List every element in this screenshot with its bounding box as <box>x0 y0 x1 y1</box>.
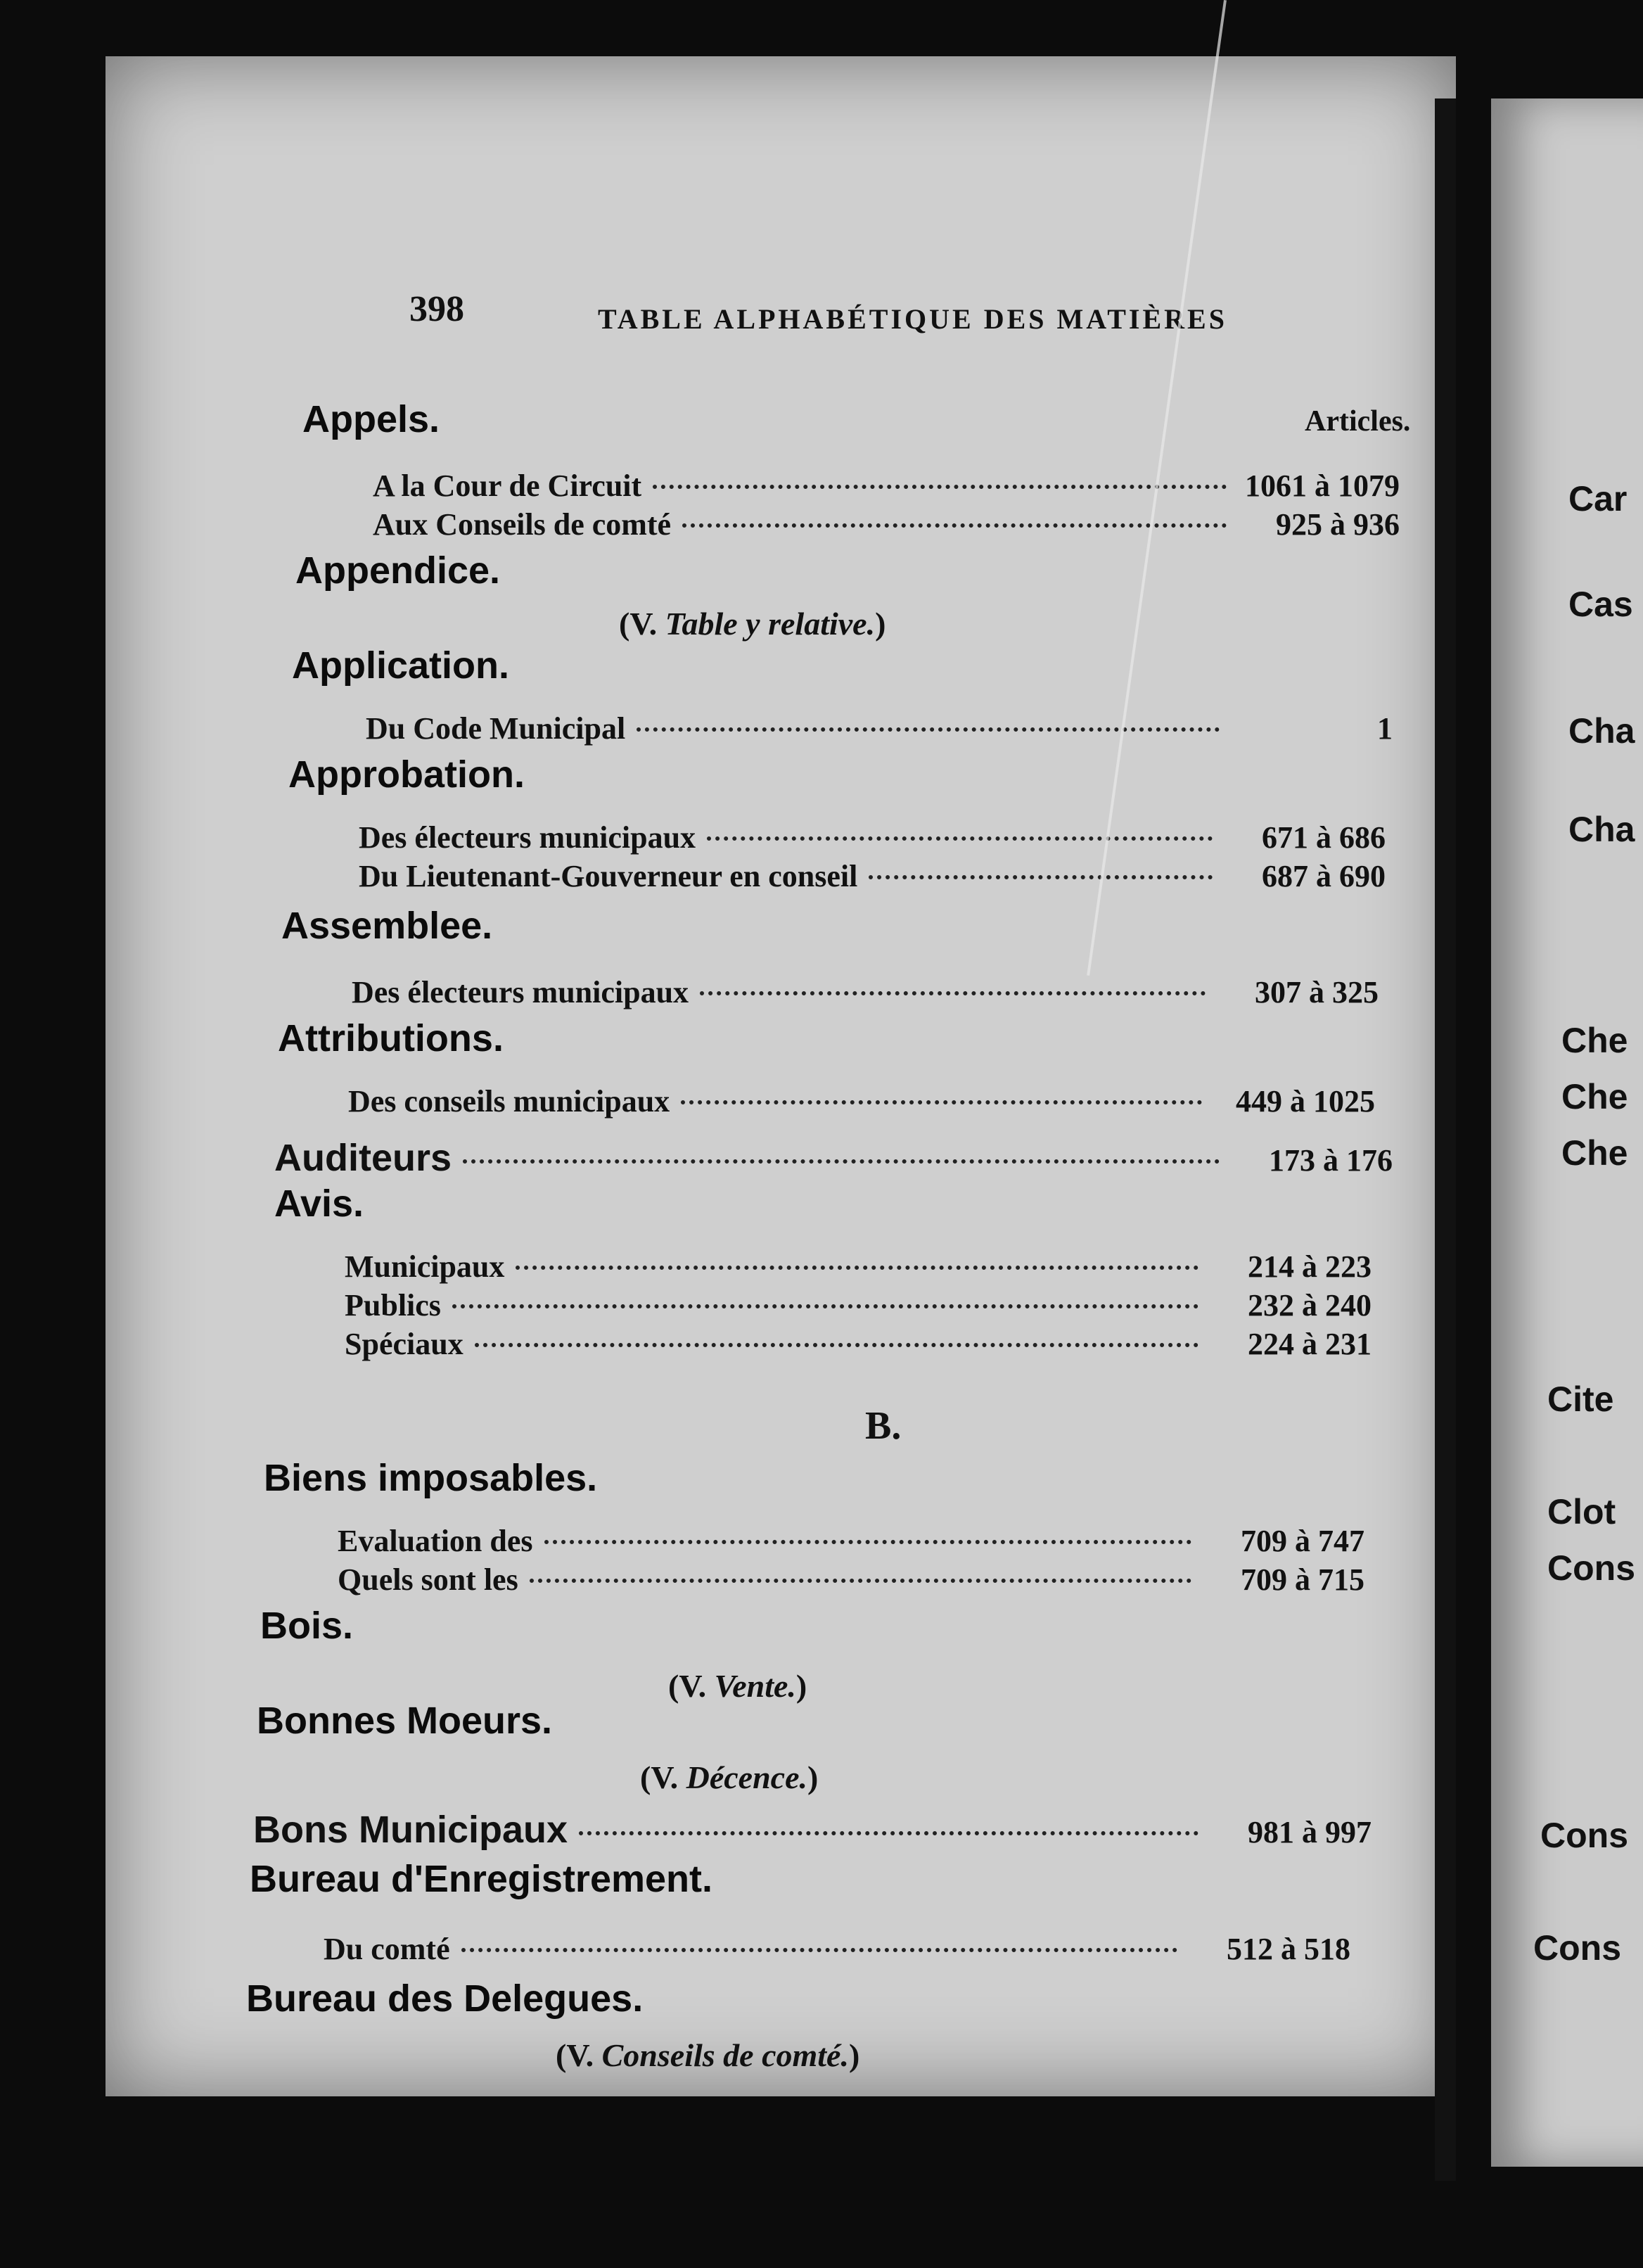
index-heading-auditeurs: Auditeurs <box>274 1137 452 1179</box>
see-prefix: (V. <box>640 1759 679 1795</box>
entry-label: Aux Conseils de comté <box>373 507 672 542</box>
see-suffix: ) <box>807 1759 819 1795</box>
see-target: Table y relative. <box>665 606 876 642</box>
leader-dots <box>653 485 1227 489</box>
see-prefix: (V. <box>556 2037 594 2073</box>
leader-dots <box>544 1540 1191 1544</box>
index-entry <box>345 1326 1372 1363</box>
entry-ref: 671 à 686 <box>1262 820 1386 855</box>
adjacent-heading: Cha <box>1568 810 1635 849</box>
adjacent-heading: Cons <box>1547 1548 1635 1588</box>
index-heading-bureau-delegues: Bureau des Delegues. <box>246 1977 644 2020</box>
index-heading-avis: Avis. <box>274 1183 364 1225</box>
index-entry-bons <box>253 1808 1372 1851</box>
index-entry <box>366 711 1393 747</box>
index-heading-bons: Bons Municipaux <box>253 1809 568 1851</box>
adjacent-heading: Che <box>1561 1021 1628 1060</box>
index-heading-bureau-enregistrement: Bureau d'Enregistrement. <box>250 1858 712 1900</box>
articles-column-label: Articles. <box>1305 405 1411 438</box>
see-target: Décence. <box>686 1759 807 1795</box>
entry-ref: 214 à 223 <box>1248 1249 1372 1284</box>
leader-dots <box>637 727 1220 732</box>
entry-ref: 232 à 240 <box>1248 1288 1372 1323</box>
entry-ref: 224 à 231 <box>1248 1327 1372 1361</box>
see-prefix: (V. <box>619 606 658 642</box>
adjacent-heading: Cite <box>1547 1380 1614 1419</box>
index-entry <box>338 1562 1364 1598</box>
section-letter: B. <box>865 1404 902 1448</box>
leader-dots <box>869 875 1213 879</box>
see-suffix: ) <box>795 1668 807 1704</box>
see-target: Vente. <box>714 1668 796 1704</box>
entry-ref: 925 à 936 <box>1276 507 1400 542</box>
index-entry <box>345 1287 1372 1324</box>
adjacent-heading: Cas <box>1568 585 1633 624</box>
adjacent-heading: Che <box>1561 1077 1628 1116</box>
leader-dots <box>452 1304 1198 1308</box>
page-title: TABLE ALPHABÉTIQUE DES MATIÈRES <box>598 303 1227 335</box>
index-heading-bois: Bois. <box>260 1605 354 1647</box>
book-page <box>106 56 1456 2096</box>
leader-dots <box>707 836 1213 841</box>
leader-dots <box>682 523 1227 528</box>
index-heading-application: Application. <box>292 644 509 687</box>
entry-ref: 1061 à 1079 <box>1245 469 1400 503</box>
index-entry <box>359 858 1386 895</box>
entry-label: Des conseils municipaux <box>348 1084 670 1119</box>
leader-dots <box>516 1266 1198 1270</box>
see-reference <box>668 1667 807 1705</box>
see-prefix: (V. <box>668 1668 707 1704</box>
entry-label: Du Code Municipal <box>366 711 626 746</box>
entry-ref: 687 à 690 <box>1262 859 1386 893</box>
see-suffix: ) <box>875 606 886 642</box>
entry-label: A la Cour de Circuit <box>373 469 642 503</box>
entry-label: Du comté <box>324 1932 450 1966</box>
index-heading-appels: Appels. <box>302 398 440 440</box>
index-heading-appendice: Appendice. <box>295 549 501 592</box>
entry-ref: 709 à 715 <box>1241 1562 1364 1597</box>
index-heading-assemblee: Assemblee. <box>281 905 493 947</box>
see-reference <box>619 605 886 642</box>
leader-dots <box>463 1159 1220 1164</box>
index-entry <box>359 820 1386 856</box>
entry-ref: 449 à 1025 <box>1236 1084 1375 1119</box>
entry-ref: 1 <box>1377 711 1393 746</box>
index-entry <box>373 507 1400 543</box>
index-entry <box>348 1083 1375 1120</box>
adjacent-heading: Che <box>1561 1133 1628 1173</box>
index-entry <box>373 468 1400 504</box>
leader-dots <box>461 1948 1177 1952</box>
leader-dots <box>700 991 1206 995</box>
entry-ref: 173 à 176 <box>1269 1143 1393 1178</box>
adjacent-heading: Cha <box>1568 711 1635 751</box>
entry-label: Des électeurs municipaux <box>352 975 689 1009</box>
book-gutter <box>1435 98 1456 2181</box>
entry-label: Quels sont les <box>338 1562 518 1597</box>
page-number: 398 <box>409 289 464 329</box>
adjacent-heading: Clot <box>1547 1492 1616 1531</box>
index-heading-attributions: Attributions. <box>278 1017 504 1059</box>
entry-ref: 307 à 325 <box>1255 975 1379 1009</box>
page-content <box>106 56 1456 2096</box>
entry-label: Des électeurs municipaux <box>359 820 696 855</box>
index-entry <box>352 974 1379 1011</box>
entry-ref: 709 à 747 <box>1241 1524 1364 1558</box>
adjacent-heading: Car <box>1568 479 1628 518</box>
see-suffix: ) <box>848 2037 860 2073</box>
index-entry <box>345 1249 1372 1285</box>
leader-dots <box>681 1100 1202 1104</box>
see-reference <box>556 2037 859 2074</box>
entry-label: Evaluation des <box>338 1524 533 1558</box>
adjacent-page <box>1491 98 1643 2167</box>
see-reference <box>640 1759 818 1796</box>
entry-label: Spéciaux <box>345 1327 464 1361</box>
leader-dots <box>530 1579 1191 1583</box>
index-heading-biens: Biens imposables. <box>264 1457 598 1499</box>
leader-dots <box>475 1343 1198 1347</box>
entry-label: Municipaux <box>345 1249 505 1284</box>
index-heading-approbation: Approbation. <box>288 753 525 796</box>
entry-label: Publics <box>345 1288 441 1323</box>
index-entry-auditeurs <box>274 1136 1393 1179</box>
index-entry <box>324 1931 1350 1968</box>
entry-ref: 981 à 997 <box>1248 1815 1372 1849</box>
adjacent-heading: Cons <box>1533 1928 1621 1968</box>
entry-label: Du Lieutenant-Gouverneur en conseil <box>359 859 858 893</box>
index-entry <box>338 1523 1364 1560</box>
entry-ref: 512 à 518 <box>1227 1932 1350 1966</box>
leader-dots <box>579 1831 1198 1835</box>
adjacent-heading: Cons <box>1540 1816 1628 1855</box>
index-heading-bonnes-moeurs: Bonnes Moeurs. <box>257 1700 553 1742</box>
see-target: Conseils de comté. <box>601 2037 849 2073</box>
